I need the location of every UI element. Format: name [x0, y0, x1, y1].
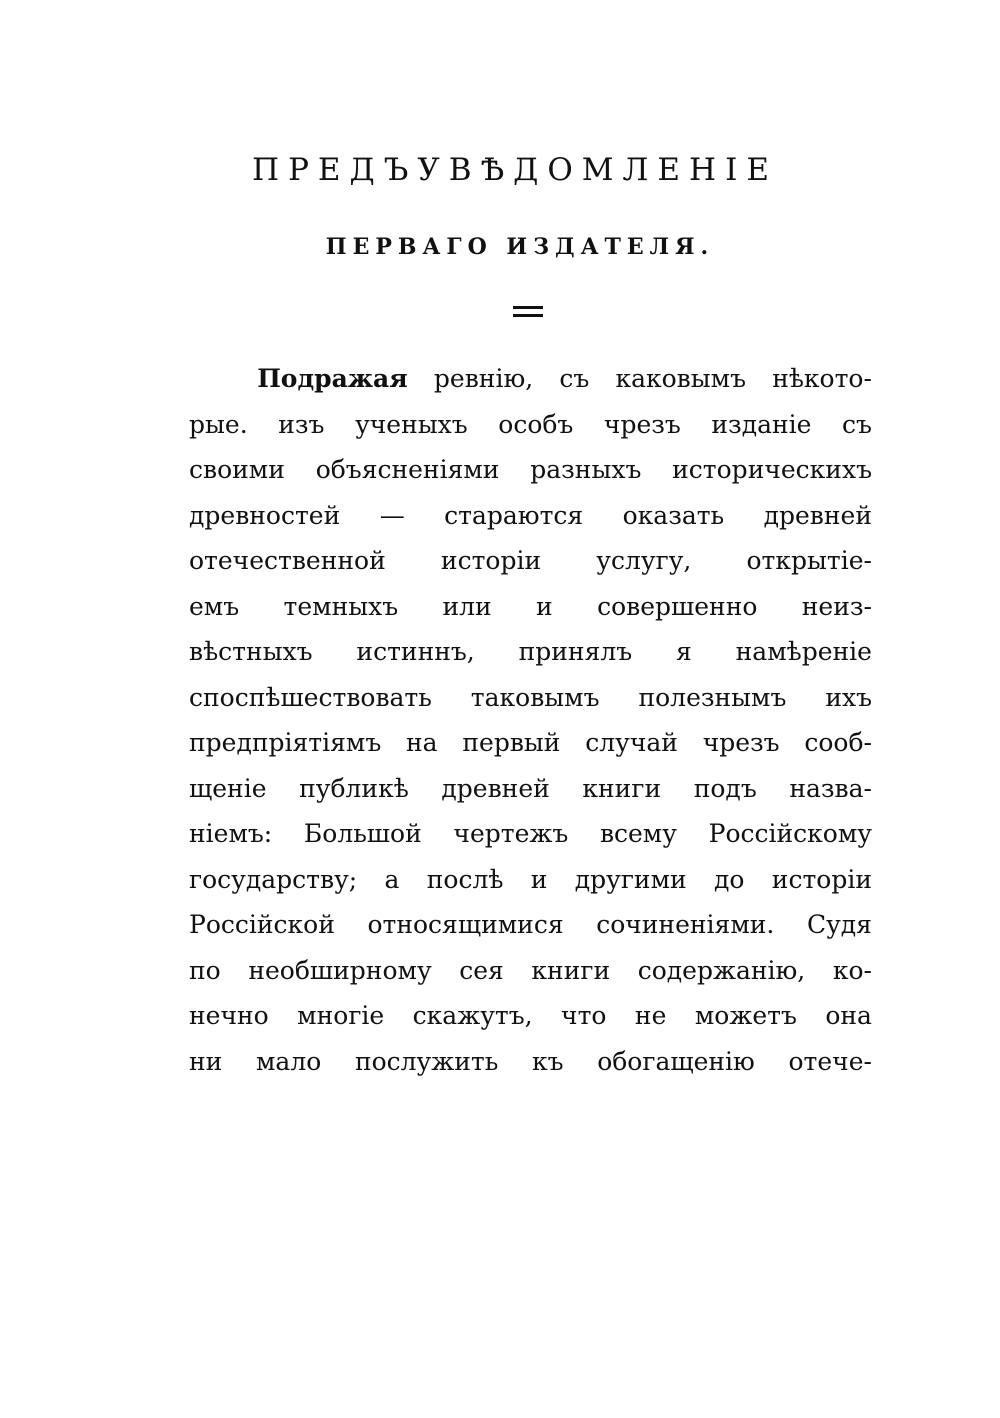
page-title: ПРЕДЪУВѢДОМЛЕНІЕ	[252, 152, 778, 188]
word: предпріятіямъ	[189, 728, 382, 757]
word: сооб-	[804, 728, 872, 757]
word: совершенно	[597, 591, 758, 621]
word: своими	[189, 455, 285, 484]
word: книги	[531, 955, 611, 985]
word: подъ	[693, 773, 757, 803]
page-subtitle: ПЕРВАГО ИЗДАТЕЛЯ.	[325, 234, 715, 260]
word: Судя	[806, 910, 872, 939]
text-line	[189, 857, 872, 903]
text-line	[189, 902, 872, 948]
word: ихъ	[825, 682, 872, 712]
text-line	[189, 402, 872, 448]
word: изъ	[278, 409, 325, 439]
word: Большой	[303, 819, 422, 848]
word: до	[714, 864, 745, 894]
word: съ	[559, 364, 590, 393]
word: чертежъ	[453, 819, 569, 848]
word: чрезъ	[603, 409, 681, 439]
word: разныхъ	[530, 455, 642, 484]
word: или	[442, 591, 492, 621]
word: всему	[599, 819, 677, 848]
text-line	[189, 948, 872, 994]
word: услугу,	[596, 546, 692, 575]
text-line	[189, 766, 872, 812]
word: другими	[574, 864, 687, 894]
word: емъ	[189, 591, 240, 621]
text-line	[189, 538, 872, 584]
word: и	[530, 864, 548, 894]
word: Россійской	[189, 910, 335, 939]
text-line	[189, 356, 872, 402]
word: объясненіями	[315, 455, 500, 484]
word: публикѣ	[299, 773, 409, 803]
word: отече-	[788, 1046, 872, 1076]
word: съ	[842, 409, 872, 439]
word: Подражая	[257, 364, 408, 393]
text-line	[189, 675, 872, 721]
word: открытіе-	[746, 546, 872, 575]
word: нѣкото-	[772, 364, 872, 393]
text-line	[189, 720, 872, 766]
word: можетъ	[694, 1001, 797, 1030]
word: что	[561, 1001, 607, 1030]
word: относящимися	[367, 910, 564, 939]
word: неиз-	[801, 591, 872, 621]
word: послѣ	[426, 864, 504, 894]
word: на	[406, 728, 438, 757]
word: назва-	[789, 773, 872, 803]
ornament-rule-bottom	[513, 314, 543, 317]
word: а	[384, 864, 400, 894]
word	[189, 356, 231, 402]
text-line	[189, 629, 872, 675]
word: сея	[459, 955, 504, 985]
word: темныхъ	[283, 591, 399, 621]
word: стараются	[444, 500, 584, 530]
word: мало	[255, 1046, 322, 1076]
word: обогащенію	[597, 1046, 755, 1076]
word: отечественной	[189, 546, 386, 575]
word: многіе	[297, 1001, 385, 1030]
word: принялъ	[518, 637, 633, 666]
word: она	[825, 1001, 872, 1030]
word: ни	[189, 1046, 223, 1076]
word: —	[379, 500, 405, 530]
word: изданіе	[711, 409, 812, 439]
word: намѣреніе	[735, 637, 872, 666]
ornament-rule-top	[513, 306, 543, 309]
word: содержанію,	[637, 955, 806, 985]
word: исторіи	[440, 546, 542, 575]
word: я	[676, 637, 692, 666]
text-line	[189, 584, 872, 630]
word: не	[634, 1001, 667, 1030]
word: истиннъ,	[356, 637, 475, 666]
word: случай	[585, 728, 678, 757]
word: ученыхъ	[355, 409, 468, 439]
word: вѣстныхъ	[189, 637, 313, 666]
word: споспѣшествовать	[189, 682, 432, 712]
word: ніемъ:	[189, 819, 273, 848]
word: особъ	[498, 409, 574, 439]
word: и	[536, 591, 553, 621]
word: каковымъ	[615, 364, 746, 393]
word: рые.	[189, 409, 248, 439]
word: исторіи	[771, 864, 872, 894]
word: сочиненіями.	[596, 910, 775, 939]
word: послужить	[354, 1046, 499, 1076]
word: книги	[582, 773, 662, 803]
word: полезнымъ	[638, 682, 787, 712]
double-rule-ornament	[513, 306, 543, 318]
word: ко-	[832, 955, 872, 985]
word: оказать	[622, 500, 725, 530]
word: щеніе	[189, 773, 267, 803]
word: первый	[462, 728, 561, 757]
body-paragraph	[189, 356, 872, 1084]
word: древней	[763, 500, 872, 530]
text-line	[189, 493, 872, 539]
word: необширному	[248, 955, 432, 985]
text-line	[189, 811, 872, 857]
word: нечно	[189, 1001, 269, 1030]
word: чрезъ	[702, 728, 780, 757]
word: ревнію,	[433, 364, 534, 393]
text-line	[189, 447, 872, 493]
text-line	[189, 1039, 872, 1085]
word: государству;	[189, 864, 358, 894]
word: Россійскому	[708, 819, 872, 848]
word: таковымъ	[470, 682, 600, 712]
text-line	[189, 993, 872, 1039]
word: древней	[441, 773, 550, 803]
word: историческихъ	[672, 455, 872, 484]
word: древностей	[189, 500, 341, 530]
word: скажутъ,	[412, 1001, 533, 1030]
word: къ	[532, 1046, 564, 1076]
word: по	[189, 955, 221, 985]
